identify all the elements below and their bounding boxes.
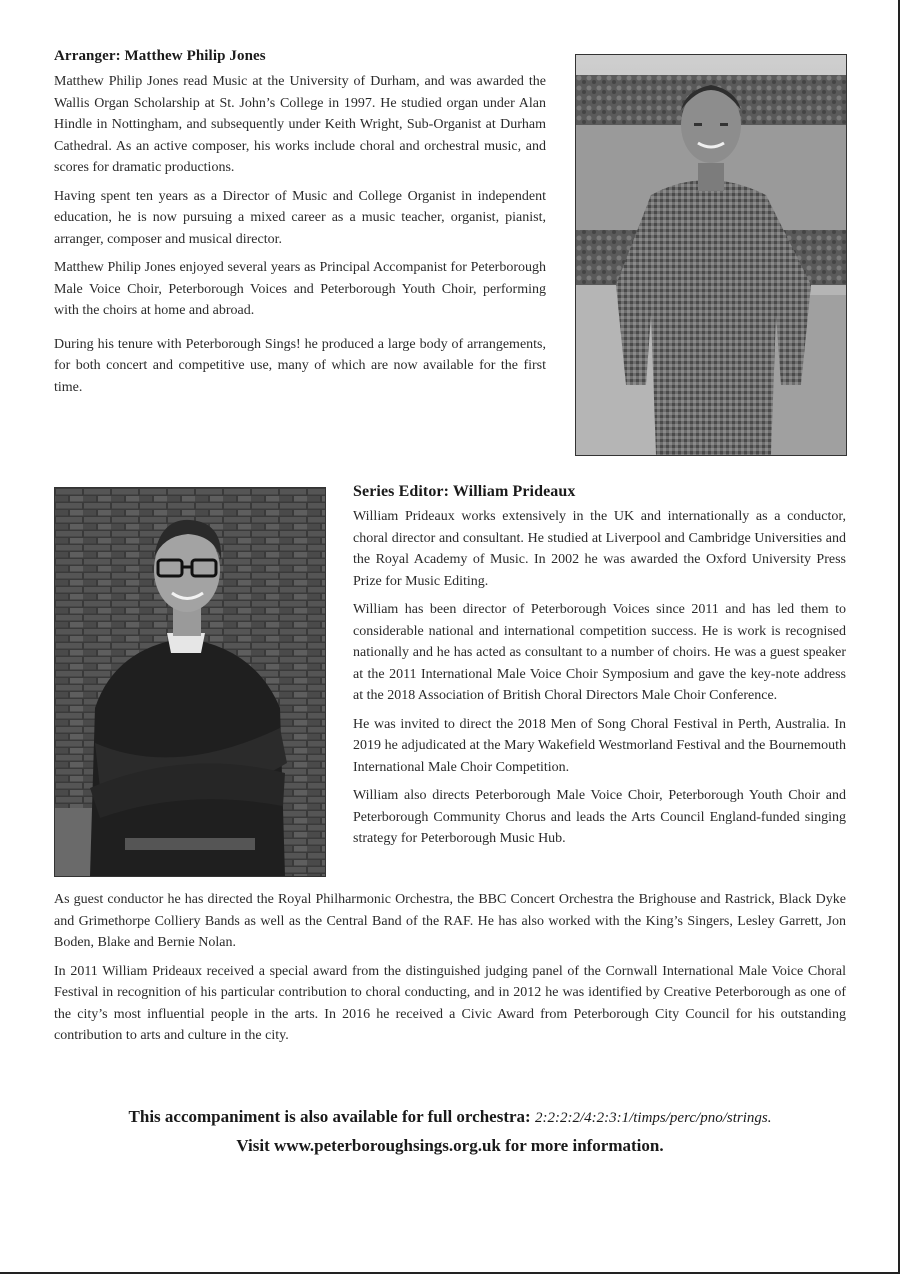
- orchestration-note: [0, 1103, 900, 1160]
- editor-photo: [54, 487, 326, 877]
- editor-bio-continued: [54, 889, 846, 1054]
- arranger-paragraph-2: Having spent ten years as a Director of Music and College Organist in independent education, he is now pursuing a mixed career as a music teacher, organist, pianist, arranger, composer and musical director.: [54, 188, 546, 247]
- arranger-paragraph-4: During his tenure with Peterborough Sings! he produced a large body of arrangements, for both concert and competitive use, many of which are now available for the first time.: [54, 336, 546, 395]
- arranger-photo: [575, 54, 847, 456]
- editor-paragraph-2: William has been director of Peterborough Voices since 2011 and has led them to considerable national and international competition success. He is work is recognised nationally and he has acted as consultant to a number of choirs. He was a guest speaker at the 2011 International Male Voice Choir Symposium and gave the key-note address at the 2018 Association of British Choral Directors Male Choir Conference.: [353, 602, 846, 703]
- editor-paragraph-5: As guest conductor he has directed the Royal Philharmonic Orchestra, the BBC Concert Orchestra the Brighouse and Rastrick, Black Dyke and Grimethorpe Colliery Bands as well as the Central Band of the RAF. He has also worked with the King’s Singers, Lesley Garrett, Jon Boden, Blake and Bernie Nolan.: [54, 892, 846, 950]
- orchestration-line: [0, 1103, 900, 1132]
- editor-paragraph-1: William Prideaux works extensively in the UK and internationally as a conductor, choral director and consultant. He studied at Liverpool and Cambridge Universities and the Royal Academy of Music. In 2002 he was awarded the Oxford University Press Prize for Music Editing.: [353, 509, 846, 589]
- editor-paragraph-6: In 2011 William Prideaux received a special award from the distinguished judging panel of the Cornwall International Male Voice Choral Festival in recognition of his particular contribution to choral conducting, and in 2012 he was identified by Creative Peterborough as one of the city’s most influential people in the arts. In 2016 he received a Civic Award from Peterborough City Council for his outstanding contribution to arts and culture in the city.: [54, 963, 846, 1043]
- editor-bio: [353, 483, 846, 857]
- editor-paragraph-4: William also directs Peterborough Male Voice Choir, Peterborough Youth Choir and Peterborough Community Chorus and leads the Arts Council England-funded singing strategy for Peterborough Music Hub.: [353, 788, 846, 846]
- arranger-bio: [54, 48, 546, 405]
- editor-paragraph-3: He was invited to direct the 2018 Men of Song Choral Festival in Perth, Australia. In 2019 he adjudicated at the Mary Wakefield Westmorland Festival and the Bournemouth International Male Choir Competition.: [353, 716, 846, 775]
- editor-heading: Series Editor: William Prideaux: [353, 483, 576, 500]
- orchestration-label: This accompaniment is also available for full orchestra:: [128, 1107, 531, 1126]
- arranger-paragraph-1: Matthew Philip Jones read Music at the University of Durham, and was awarded the Wallis Organ Scholarship at St. John’s College in 1997. He studied organ under Alan Hindle in Nottingham, and subsequently under Keith Wright, Sub-Organist at Durham Cathedral. As an active composer, his works include choral and orchestral music, and scores for dramatic productions.: [54, 74, 546, 175]
- website-line: Visit www.peterboroughsings.org.uk for more information.: [236, 1136, 664, 1155]
- arranger-heading: Arranger: Matthew Philip Jones: [54, 48, 266, 64]
- orchestration-instrumentation: 2:2:2:2/4:2:3:1/timps/perc/pno/strings.: [534, 1110, 772, 1126]
- arranger-paragraph-3: Matthew Philip Jones enjoyed several years as Principal Accompanist for Peterborough Male Voice Choir, Peterborough Voices and Peterborough Youth Choir, performing with the choirs at home and abroad.: [54, 260, 546, 318]
